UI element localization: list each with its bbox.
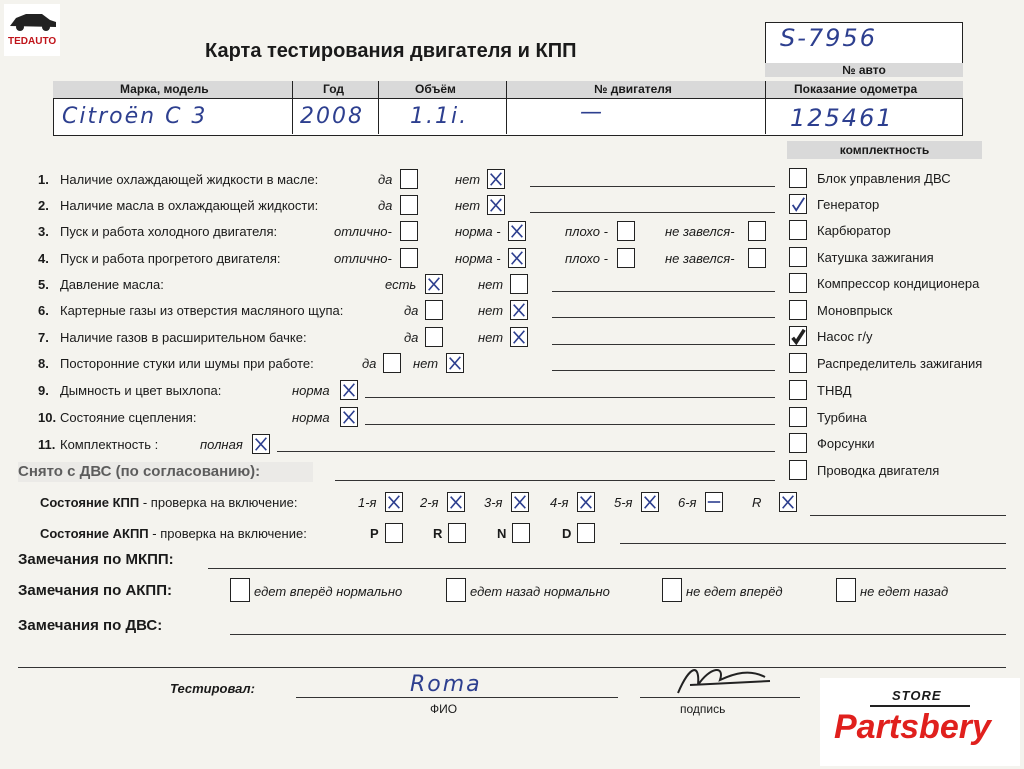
akpp-row xyxy=(40,526,307,541)
question-5-checkbox-opt2[interactable] xyxy=(510,274,528,294)
question-4-checkbox-opt3[interactable] xyxy=(617,248,635,268)
page-title: Карта тестирования двигателя и КПП xyxy=(205,40,577,62)
tedauto-logo xyxy=(4,4,60,56)
dvs-notes-line xyxy=(230,634,1006,635)
question-answer-line xyxy=(530,186,775,187)
completeness-checkbox-1[interactable] xyxy=(789,194,807,214)
completeness-checkbox-4[interactable] xyxy=(789,273,807,293)
question-option-label: норма - xyxy=(455,251,501,266)
signature-label: подпись xyxy=(680,702,726,716)
akpp-option-checkbox-0[interactable] xyxy=(230,578,250,602)
kpp-gear-label: 5-я xyxy=(614,495,633,510)
akpp-notes-label: Замечания по АКПП: xyxy=(18,582,172,599)
removed-line xyxy=(335,480,775,481)
question-option-label: не завелся- xyxy=(665,224,735,239)
akpp-gear-label: R xyxy=(433,526,443,541)
table-divider xyxy=(765,81,766,134)
question-4-checkbox-opt2[interactable] xyxy=(508,248,526,268)
akpp-option-label: едет вперёд нормально xyxy=(254,584,403,599)
question-option-label: плохо - xyxy=(565,224,608,239)
kpp-gear-checkbox-1[interactable] xyxy=(447,492,465,512)
completeness-item-label: Распределитель зажигания xyxy=(817,356,983,371)
question-answer-line xyxy=(552,291,775,292)
kpp-label: Состояние КПП xyxy=(40,495,140,510)
question-text: Наличие охлаждающей жидкости в масле: xyxy=(60,172,319,187)
question-number: 10. xyxy=(38,410,57,425)
kpp-gear-checkbox-5[interactable] xyxy=(705,492,723,512)
logo-text: TEDAUTO xyxy=(8,36,57,47)
question-3-checkbox-opt2[interactable] xyxy=(508,221,526,241)
question-answer-line xyxy=(552,370,775,371)
kpp-gear-checkbox-6[interactable] xyxy=(779,492,797,512)
question-1-checkbox-opt2[interactable] xyxy=(487,169,505,189)
question-text: Дымность и цвет выхлопа: xyxy=(60,383,222,398)
completeness-item-label: Компрессор кондиционера xyxy=(817,276,980,291)
fio-label: ФИО xyxy=(430,702,458,716)
question-option-label: полная xyxy=(200,437,243,452)
year-value: 2008 xyxy=(300,104,364,129)
brand-name: Partsbery xyxy=(834,708,991,746)
question-text: Пуск и работа холодного двигателя: xyxy=(60,224,278,239)
akpp-gear-checkbox-2[interactable] xyxy=(512,523,530,543)
question-option-label: нет xyxy=(455,198,481,213)
question-option-label: норма - xyxy=(455,224,501,239)
signature-line xyxy=(640,697,800,698)
completeness-item-label: Насос г/у xyxy=(817,329,873,344)
question-option-label: да xyxy=(362,356,377,371)
question-text: Наличие газов в расширительном бачке: xyxy=(60,330,307,345)
fio-line xyxy=(296,697,618,698)
tester-name: Roma xyxy=(410,672,482,697)
completeness-header: комплектность xyxy=(787,141,982,159)
completeness-item-label: ТНВД xyxy=(817,383,852,398)
question-3-checkbox-opt3[interactable] xyxy=(617,221,635,241)
question-number: 9. xyxy=(38,383,49,398)
question-answer-line xyxy=(552,344,775,345)
completeness-item-label: Блок управления ДВС xyxy=(817,171,951,186)
question-option-label: нет xyxy=(478,330,504,345)
akpp-gear-checkbox-0[interactable] xyxy=(385,523,403,543)
completeness-checkbox-5[interactable] xyxy=(789,300,807,320)
question-option-label: да xyxy=(378,198,393,213)
question-5-checkbox-opt1[interactable] xyxy=(425,274,443,294)
header-make-model: Марка, модель xyxy=(120,82,209,96)
question-text: Наличие масла в охлаждающей жидкости: xyxy=(60,198,319,213)
akpp-option-label: едет назад нормально xyxy=(470,584,610,599)
question-1-checkbox-opt1[interactable] xyxy=(400,169,418,189)
store-label: STORE xyxy=(892,688,942,703)
odometer-label: Показание одометра xyxy=(794,82,918,96)
table-divider xyxy=(378,81,379,134)
question-answer-line xyxy=(277,451,775,452)
completeness-item-label: Турбина xyxy=(817,410,867,425)
kpp-gear-label: 1-я xyxy=(358,495,377,510)
header-year: Год xyxy=(323,82,344,96)
question-option-label: отлично- xyxy=(334,251,392,266)
odometer-value: 125461 xyxy=(790,104,894,132)
removed-label: Снято с ДВС (по согласованию): xyxy=(18,463,261,480)
completeness-checkbox-0[interactable] xyxy=(789,168,807,188)
engine-no-value: — xyxy=(580,100,604,125)
question-answer-line xyxy=(552,317,775,318)
car-number-value: S-7956 xyxy=(780,24,877,52)
make-model-value: Citroën C 3 xyxy=(62,104,208,129)
question-text: Пуск и работа прогретого двигателя: xyxy=(60,251,281,266)
question-7-checkbox-opt2[interactable] xyxy=(510,327,528,347)
question-2-checkbox-opt2[interactable] xyxy=(487,195,505,215)
mkpp-notes-line xyxy=(208,568,1006,569)
question-number: 5. xyxy=(38,277,49,292)
akpp-label: Состояние АКПП xyxy=(40,526,149,541)
question-option-label: нет xyxy=(413,356,439,371)
question-text: Комплектность : xyxy=(60,437,159,452)
completeness-item-label: Генератор xyxy=(817,197,880,212)
completeness-checkbox-11[interactable] xyxy=(789,460,807,480)
question-number: 11. xyxy=(38,437,56,452)
akpp-option-checkbox-3[interactable] xyxy=(836,578,856,602)
question-option-label: норма xyxy=(292,410,330,425)
question-8-checkbox-opt2[interactable] xyxy=(446,353,464,373)
car-icon xyxy=(4,4,60,34)
question-number: 2. xyxy=(38,198,49,213)
akpp-gear-label: D xyxy=(562,526,572,541)
volume-value: 1.1i. xyxy=(410,104,469,129)
question-number: 3. xyxy=(38,224,49,239)
question-2-checkbox-opt1[interactable] xyxy=(400,195,418,215)
completeness-item-label: Карбюратор xyxy=(817,223,891,238)
kpp-gear-label: 4-я xyxy=(550,495,569,510)
completeness-checkbox-3[interactable] xyxy=(789,247,807,267)
question-option-label: да xyxy=(404,303,419,318)
question-option-label: да xyxy=(378,172,393,187)
completeness-item-label: Проводка двигателя xyxy=(817,463,940,478)
kpp-sub: - проверка на включение: xyxy=(139,495,298,510)
question-answer-line xyxy=(365,397,775,398)
akpp-option-checkbox-2[interactable] xyxy=(662,578,682,602)
question-option-label: да xyxy=(404,330,419,345)
kpp-gear-label: 6-я xyxy=(678,495,697,510)
tested-label: Тестировал: xyxy=(170,681,255,696)
question-option-label: есть xyxy=(385,277,417,292)
question-text: Картерные газы из отверстия масляного щупа: xyxy=(60,303,344,318)
question-8-checkbox-opt1[interactable] xyxy=(383,353,401,373)
akpp-gear-checkbox-3[interactable] xyxy=(577,523,595,543)
question-number: 1. xyxy=(38,172,49,187)
akpp-gear-checkbox-1[interactable] xyxy=(448,523,466,543)
signature-mark xyxy=(670,655,780,700)
removed-shade xyxy=(18,462,313,482)
question-text: Состояние сцепления: xyxy=(60,410,197,425)
question-number: 8. xyxy=(38,356,49,371)
question-answer-line xyxy=(365,424,775,425)
completeness-item-label: Катушка зажигания xyxy=(817,250,934,265)
kpp-gear-checkbox-3[interactable] xyxy=(577,492,595,512)
kpp-gear-label: R xyxy=(752,495,762,510)
question-3-checkbox-opt4[interactable] xyxy=(748,221,766,241)
completeness-checkbox-2[interactable] xyxy=(789,220,807,240)
completeness-item-label: Моновпрыск xyxy=(817,303,893,318)
question-4-checkbox-opt1[interactable] xyxy=(400,248,418,268)
header-volume: Объём xyxy=(415,82,456,96)
kpp-line xyxy=(810,515,1006,516)
kpp-gear-checkbox-0[interactable] xyxy=(385,492,403,512)
question-10-checkbox-opt1[interactable] xyxy=(340,407,358,427)
completeness-checkbox-7[interactable] xyxy=(789,353,807,373)
kpp-row xyxy=(40,495,297,510)
completeness-checkbox-10[interactable] xyxy=(789,433,807,453)
completeness-checkbox-8[interactable] xyxy=(789,380,807,400)
akpp-option-label: не едет вперёд xyxy=(686,584,783,599)
question-option-label: отлично- xyxy=(334,224,392,239)
question-11-checkbox-opt1[interactable] xyxy=(252,434,270,454)
completeness-checkbox-9[interactable] xyxy=(789,407,807,427)
akpp-sub: - проверка на включение: xyxy=(148,526,307,541)
question-option-label: нет xyxy=(478,277,504,292)
table-divider xyxy=(292,81,293,134)
kpp-gear-label: 2-я xyxy=(420,495,439,510)
question-4-checkbox-opt4[interactable] xyxy=(748,248,766,268)
akpp-line xyxy=(620,543,1006,544)
completeness-item-label: Форсунки xyxy=(817,436,875,451)
table-divider xyxy=(506,81,507,134)
separator-line xyxy=(18,667,1006,668)
akpp-gear-label: P xyxy=(370,526,379,541)
question-option-label: не завелся- xyxy=(665,251,735,266)
kpp-gear-checkbox-4[interactable] xyxy=(641,492,659,512)
question-option-label: нет xyxy=(455,172,481,187)
question-number: 7. xyxy=(38,330,49,345)
question-3-checkbox-opt1[interactable] xyxy=(400,221,418,241)
question-text: Посторонние стуки или шумы при работе: xyxy=(60,356,314,371)
question-7-checkbox-opt1[interactable] xyxy=(425,327,443,347)
partsbery-logo xyxy=(820,678,1020,766)
question-number: 4. xyxy=(38,251,49,266)
question-9-checkbox-opt1[interactable] xyxy=(340,380,358,400)
question-number: 6. xyxy=(38,303,49,318)
mkpp-notes-label: Замечания по МКПП: xyxy=(18,551,174,568)
question-6-checkbox-opt1[interactable] xyxy=(425,300,443,320)
completeness-checkbox-6[interactable] xyxy=(789,326,807,346)
kpp-gear-checkbox-2[interactable] xyxy=(511,492,529,512)
question-6-checkbox-opt2[interactable] xyxy=(510,300,528,320)
akpp-option-checkbox-1[interactable] xyxy=(446,578,466,602)
question-option-label: плохо - xyxy=(565,251,608,266)
kpp-gear-label: 3-я xyxy=(484,495,503,510)
header-engine-no: № двигателя xyxy=(594,82,672,96)
question-answer-line xyxy=(530,212,775,213)
car-number-label: № авто xyxy=(765,63,963,77)
store-bar xyxy=(870,705,970,707)
question-text: Давление масла: xyxy=(60,277,164,292)
question-option-label: норма xyxy=(292,383,330,398)
akpp-gear-label: N xyxy=(497,526,507,541)
akpp-option-label: не едет назад xyxy=(860,584,949,599)
dvs-notes-label: Замечания по ДВС: xyxy=(18,617,163,634)
question-option-label: нет xyxy=(478,303,504,318)
